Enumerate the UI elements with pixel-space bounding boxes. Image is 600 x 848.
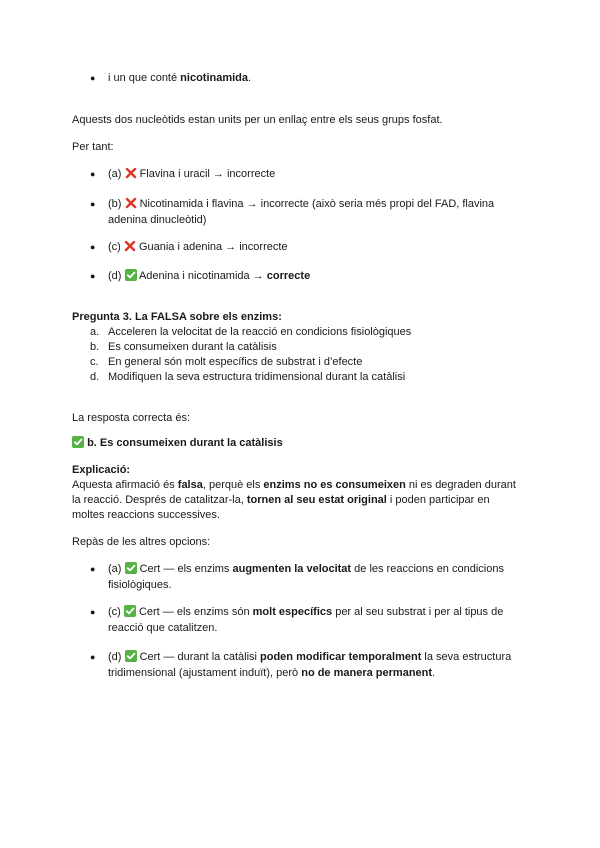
bullet-dot [90,70,95,86]
option-letter: b. [90,341,100,353]
list-item: (d) Cert — durant la catàlisi poden modificar temporalment la seva estructura tridimensional (ajustament induït), però no de manera permanent. [108,651,512,679]
option-letter: a. [90,326,100,338]
list-item: (a) Cert — els enzims augmenten la velocitat de les reaccions en condicions fisiològiques. [108,563,504,591]
explanation-line: Aquesta afirmació és falsa, perquè els enzims no es consumeixen ni es degraden durant [72,479,516,491]
option-text: Es consumeixen durant la catàlisis [108,341,277,353]
check-mark-icon [125,650,137,662]
paragraph: La resposta correcta és: [72,412,191,424]
bullet-dot [90,166,95,182]
bullet-dot [90,649,95,665]
explanation-line: moltes reaccions successives. [72,509,220,521]
option-text: Modifiquen la seva estructura tridimensional durant la catàlisi [108,371,406,383]
list-item: (d) Adenina i nicotinamida → correcte [108,270,311,282]
cross-mark-icon [124,240,136,252]
cross-mark-icon [125,197,137,209]
explanation-line: la reacció. Després de catalitzar-la, tornen al seu estat original i poden participar en [72,494,490,506]
option-text: En general són molt específics de substrat i d’efecte [108,356,363,368]
explanation-title: Explicació: [72,464,131,476]
bullet-dot [90,604,95,620]
paragraph: Aquests dos nucleòtids estan units per un enllaç entre els seus grups fosfat. [72,114,443,126]
bullet-dot [90,561,95,577]
list-item: (c) Cert — els enzims són molt específics per al seu substrat i per al tipus de reacció que catalitzen. [108,606,504,634]
bullet-dot [90,196,95,212]
cross-mark-icon [125,167,137,179]
list-item: i un que conté nicotinamida. [108,72,252,84]
check-mark-icon [72,436,84,448]
bullet-dot [90,268,95,284]
check-mark-icon [125,562,137,574]
check-mark-icon [124,605,136,617]
option-letter: c. [90,356,99,368]
list-item: (c) Guania i adenina → incorrecte [108,241,288,253]
option-text: Acceleren la velocitat de la reacció en condicions fisiològiques [108,326,412,338]
bullet-dot [90,239,95,255]
list-item: (a) Flavina i uracil → incorrecte [108,168,276,180]
list-item: (b) Nicotinamida i flavina → incorrecte (això seria més propi del FAD, flavina adenina dinucleòtid) [108,198,495,226]
option-letter: d. [90,371,100,383]
check-mark-icon [125,269,137,281]
question-title: Pregunta 3. La FALSA sobre els enzims: [72,311,282,323]
answer-line: b. Es consumeixen durant la catàlisis [72,435,283,451]
paragraph: Per tant: [72,141,114,153]
paragraph: Repàs de les altres opcions: [72,536,211,548]
